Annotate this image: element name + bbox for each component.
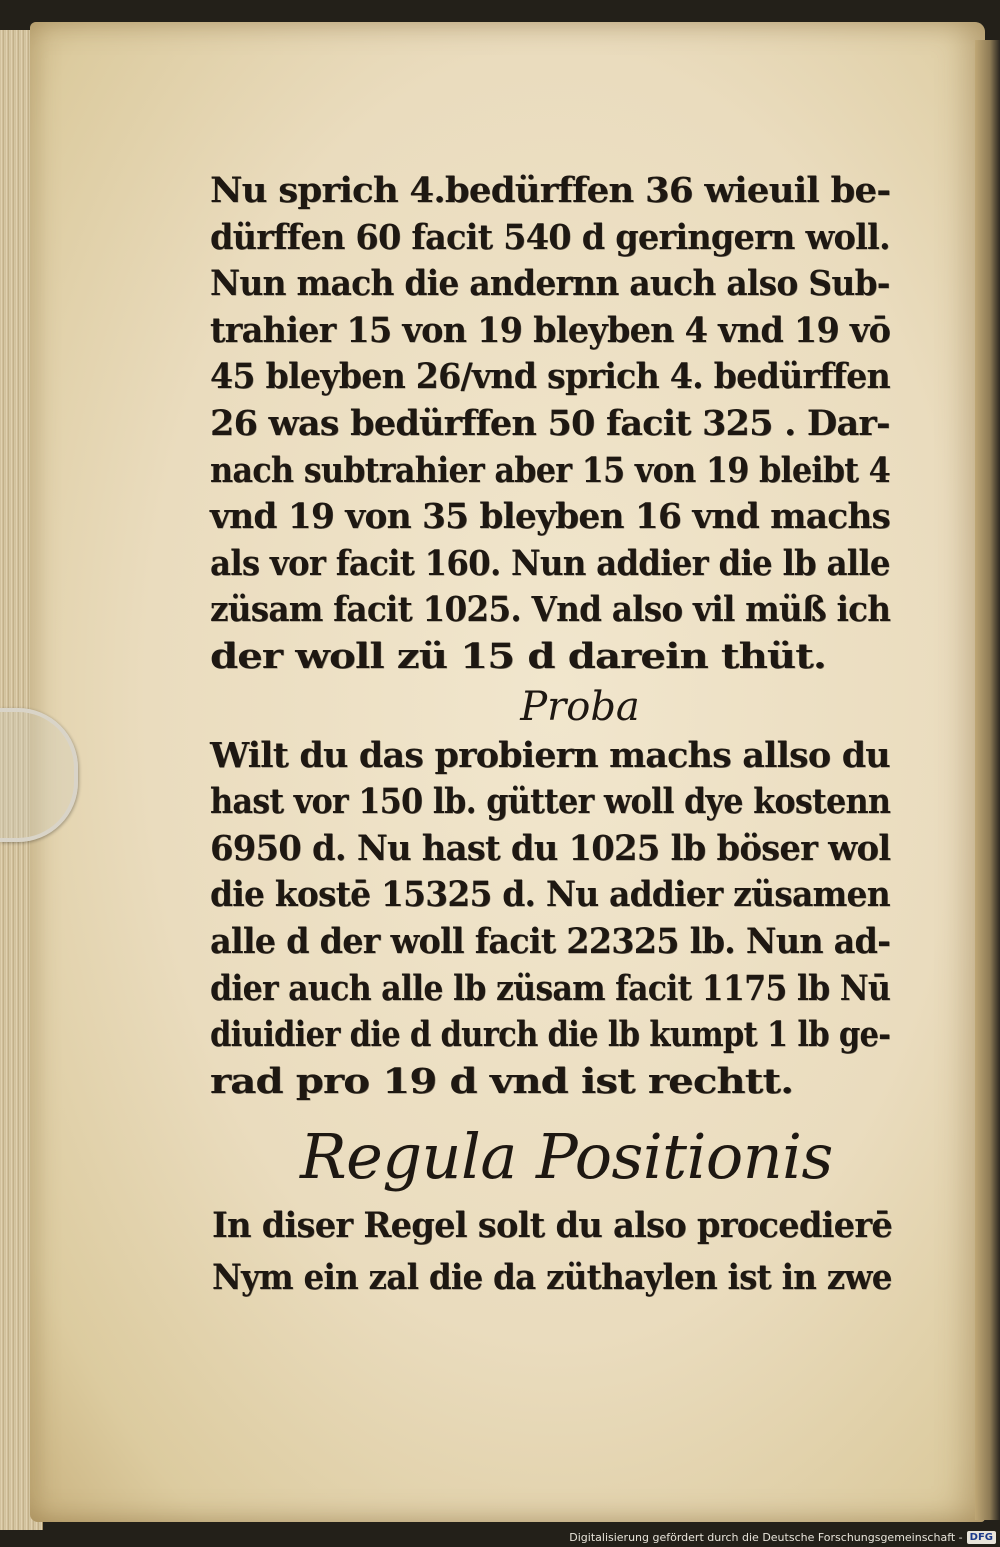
text-line: vnd 19 von 35 bleyben 16 vnd machs <box>210 496 891 538</box>
text-line: züsam facit 1025. Vnd also vil müß ich <box>210 589 891 631</box>
text-line: Nu sprich 4.bedürffen 36 wieuil be- <box>210 170 891 211</box>
gutter-shadow <box>975 40 1000 1520</box>
dfg-logo: DFG <box>967 1531 996 1544</box>
text-line: der woll zü 15 d darein thüt. <box>210 635 827 677</box>
text-line: nach subtrahier aber 15 von 19 bleibt 4 <box>210 449 891 491</box>
text-line: 26 was bedürffen 50 facit 325 . Dar- <box>210 402 890 444</box>
text-line: In diser Regel solt du also procedierē <box>212 1205 893 1246</box>
text-line: alle d der woll facit 22325 lb. Nun ad- <box>210 920 891 962</box>
section-text <box>212 1200 902 1304</box>
text-line: die kostē 15325 d. Nu addier züsamen <box>210 874 890 916</box>
credit-text: Digitalisierung gefördert durch die Deutsche Forschungsgemeinschaft - <box>569 1530 963 1544</box>
body-text <box>210 168 900 1105</box>
text-line: rad pro 19 d vnd ist rechtt. <box>210 1060 794 1102</box>
text-line: diuidier die d durch die lb kumpt 1 lb ge- <box>210 1014 891 1056</box>
text-line: 45 bleyben 26/vnd sprich 4. bedürffen <box>210 356 890 398</box>
text-line: 6950 d. Nu hast du 1025 lb böser wol <box>210 827 891 869</box>
digitization-credit <box>569 1527 996 1547</box>
text-line: Wilt du das probiern machs allso du <box>210 734 890 776</box>
text-line: dürffen 60 facit 540 d geringern woll. <box>210 216 890 258</box>
text-line: als vor facit 160. Nun addier die lb alle <box>210 542 890 584</box>
section-title: Regula Positionis <box>300 1120 833 1193</box>
text-line: hast vor 150 lb. gütter woll dye kostenn <box>210 781 891 823</box>
proba-heading: Proba <box>520 683 640 730</box>
text-line: dier auch alle lb züsam facit 1175 lb Nū <box>210 967 891 1009</box>
text-line: trahier 15 von 19 bleyben 4 vnd 19 vō <box>210 309 891 351</box>
text-line: Nym ein zal die da züthaylen ist in zwe <box>212 1257 892 1298</box>
text-line: Nun mach die andernn auch also Sub- <box>210 263 890 305</box>
